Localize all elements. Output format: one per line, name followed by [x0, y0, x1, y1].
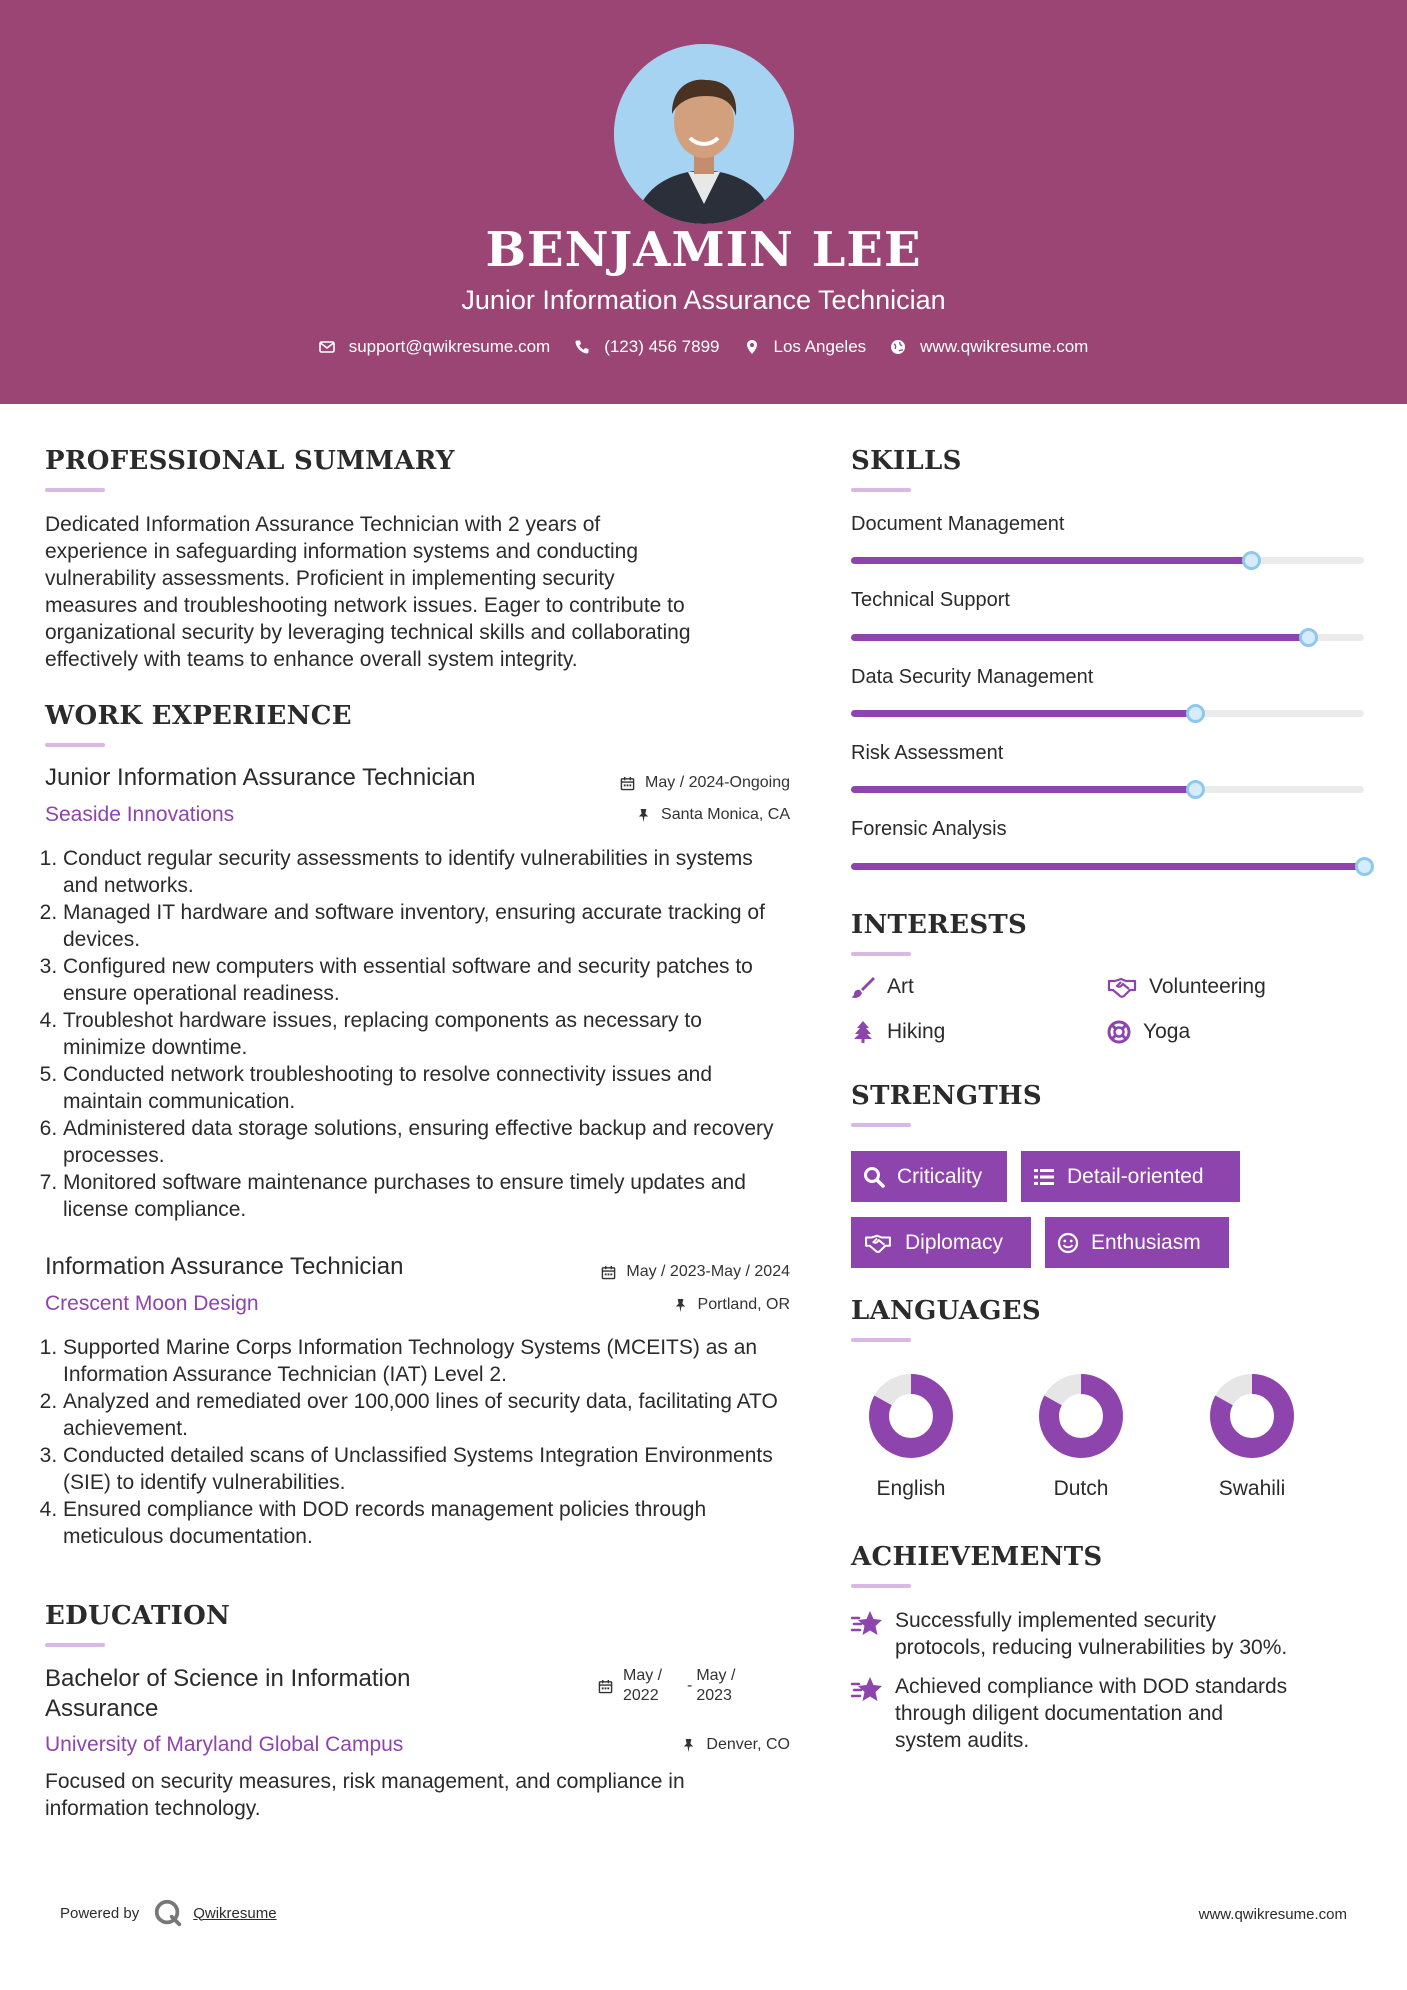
education-location — [540, 1736, 790, 1754]
languages-underline — [851, 1338, 911, 1342]
smile-icon — [1057, 1232, 1079, 1254]
summary-line: organizational security by leveraging technical skills and collaborating — [45, 621, 691, 644]
achievement-item — [851, 1673, 1287, 1754]
list-item: 1. Supported Marine Corps Information Technology Systems (MCEITS) as an Information Assurance Technician (IAT) Level 2. — [63, 1334, 785, 1388]
strengths-title: STRENGTHS — [851, 1081, 1042, 1111]
achievement-line: through diligent documentation and — [895, 1702, 1224, 1725]
contact-phone[interactable] — [574, 337, 719, 357]
star-trophy-icon — [851, 1609, 883, 1639]
skills-title: SKILLS — [851, 446, 962, 476]
job-dates-text: May / 2023-May / 2024 — [626, 1263, 790, 1280]
language-name: Swahili — [1218, 1477, 1286, 1500]
education-desc-line: information technology. — [45, 1797, 261, 1820]
summary-line: effectively with teams to enhance overall system integrity. — [45, 648, 578, 671]
degree-title — [45, 1664, 411, 1724]
location-text: Los Angeles — [773, 337, 867, 356]
education-title: EDUCATION — [45, 1601, 231, 1631]
edu-end-month: May / — [696, 1667, 736, 1684]
edu-start — [623, 1666, 683, 1706]
contact-email[interactable] — [319, 337, 551, 357]
experience-underline — [45, 743, 105, 747]
interest-label: Art — [887, 975, 914, 998]
list-item: 2. Analyzed and remediated over 100,000 lines of security data, facilitating ATO achievement. — [63, 1388, 785, 1442]
calendar-icon — [620, 776, 635, 791]
edu-start-year: 2022 — [623, 1687, 659, 1704]
education-desc-line: Focused on security measures, risk management, and compliance in — [45, 1770, 685, 1793]
star-trophy-icon — [851, 1675, 883, 1705]
list-item: 3. Conducted detailed scans of Unclassified Systems Integration Environments (SIE) to identify vulnerabilities. — [63, 1442, 785, 1496]
summary-title: PROFESSIONAL SUMMARY — [45, 446, 455, 476]
achievement-line: protocols, reducing vulnerabilities by 30%. — [895, 1636, 1288, 1659]
strength-label: Enthusiasm — [1091, 1230, 1201, 1254]
email-text: support@qwikresume.com — [348, 337, 551, 356]
skill-bar — [851, 557, 1364, 564]
strength-label: Diplomacy — [905, 1230, 1004, 1254]
footer-powered-by — [60, 1898, 277, 1928]
strengths-underline — [851, 1123, 911, 1127]
calendar-icon — [598, 1679, 613, 1694]
language-donut — [1037, 1372, 1125, 1460]
skill-name: Forensic Analysis — [851, 818, 1007, 840]
paint-brush-icon — [851, 975, 875, 999]
summary-line: vulnerability assessments. Proficient in implementing security — [45, 567, 615, 590]
interest-label: Volunteering — [1149, 975, 1266, 998]
skill-bar-knob — [1242, 551, 1261, 570]
skill-bar-knob — [1299, 628, 1318, 647]
strength-label: Detail-oriented — [1067, 1164, 1204, 1188]
interest-label: Hiking — [887, 1020, 946, 1043]
summary-underline — [45, 488, 105, 492]
edu-start-month: May / — [623, 1667, 663, 1684]
achievement-line: system audits. — [895, 1729, 1030, 1752]
list-item: 4. Ensured compliance with DOD records management policies through meticulous documentation. — [63, 1496, 785, 1550]
date-separator: - — [687, 1677, 693, 1694]
skill-name: Technical Support — [851, 589, 1010, 611]
skills-underline — [851, 488, 911, 492]
interests-underline — [851, 952, 911, 956]
achievements-title: ACHIEVEMENTS — [851, 1542, 1103, 1572]
skill-bar — [851, 863, 1364, 870]
powered-by-text: Powered by — [60, 1904, 140, 1922]
interest-item — [851, 1020, 945, 1044]
skill-bar — [851, 710, 1364, 717]
skill-bar-knob — [1355, 857, 1374, 876]
contact-website[interactable] — [890, 337, 1088, 357]
job-location — [540, 1296, 790, 1314]
edu-end — [696, 1666, 756, 1706]
achievements-underline — [851, 1584, 911, 1588]
skill-name: Document Management — [851, 513, 1065, 535]
interest-item — [1107, 975, 1266, 999]
summary-text — [45, 511, 805, 673]
job-location-text: Santa Monica, CA — [661, 806, 790, 823]
interest-item — [851, 975, 914, 999]
language-donut — [867, 1372, 955, 1460]
achievement-text — [895, 1673, 1287, 1754]
strength-chip — [851, 1217, 1031, 1268]
language-item — [851, 1372, 971, 1501]
handshake-icon — [863, 1232, 893, 1254]
pushpin-icon — [673, 1298, 688, 1313]
education-location-text: Denver, CO — [706, 1736, 790, 1753]
strength-chip — [851, 1151, 1007, 1202]
footer-website[interactable]: www.qwikresume.com — [1198, 1906, 1347, 1923]
person-photo-icon — [614, 44, 794, 224]
list-item: 1. Conduct regular security assessments to identify vulnerabilities in systems and networks. — [63, 845, 785, 899]
achievement-item — [851, 1607, 1287, 1661]
language-donut — [1208, 1372, 1296, 1460]
degree-line: Bachelor of Science in Information — [45, 1665, 411, 1692]
skill-bar-fill — [851, 786, 1195, 793]
achievement-line: Achieved compliance with DOD standards — [895, 1675, 1288, 1698]
brand-link[interactable]: Qwikresume — [193, 1904, 277, 1922]
skill-name: Data Security Management — [851, 666, 1094, 688]
achievement-text — [895, 1607, 1287, 1661]
achievement-line: Successfully implemented security — [895, 1609, 1216, 1632]
tree-icon — [851, 1020, 875, 1044]
interest-item — [1107, 1020, 1190, 1044]
list-item: 3. Configured new computers with essential software and security patches to ensure operational readiness. — [63, 953, 785, 1007]
list-icon — [1033, 1166, 1055, 1188]
summary-line: Dedicated Information Assurance Technician with 2 years of — [45, 513, 601, 536]
language-name: Dutch — [1053, 1477, 1109, 1500]
profile-photo — [614, 44, 794, 224]
languages-title: LANGUAGES — [851, 1296, 1041, 1326]
list-item: 7. Monitored software maintenance purchases to ensure timely updates and license compliance. — [63, 1169, 785, 1223]
skill-name: Risk Assessment — [851, 742, 1004, 764]
skill-bar-fill — [851, 557, 1251, 564]
resume-header — [0, 0, 1407, 404]
job-title: Junior Information Assurance Technician — [45, 764, 476, 791]
candidate-name: BENJAMIN LEE — [485, 222, 922, 278]
education-description — [45, 1768, 805, 1822]
skill-bar-fill — [851, 710, 1195, 717]
calendar-icon — [601, 1265, 616, 1280]
summary-line: experience in safeguarding information systems and conducting — [45, 540, 639, 563]
job-title: Information Assurance Technician — [45, 1253, 404, 1280]
skill-bar — [851, 634, 1364, 641]
summary-line: measures and troubleshooting network issues. Eager to contribute to — [45, 594, 685, 617]
envelope-icon — [319, 339, 335, 355]
skill-bar-fill — [851, 634, 1308, 641]
globe-icon — [890, 339, 906, 355]
handshake-icon — [1107, 975, 1137, 999]
lifebuoy-icon — [1107, 1020, 1131, 1044]
experience-title: WORK EXPERIENCE — [45, 701, 352, 731]
education-dates — [598, 1666, 756, 1706]
education-underline — [45, 1643, 105, 1647]
skill-bar — [851, 786, 1364, 793]
strength-chip — [1045, 1217, 1229, 1268]
job-dates — [540, 1263, 790, 1281]
company-name: Crescent Moon Design — [45, 1292, 259, 1315]
job-bullets — [45, 1334, 785, 1550]
qwikresume-logo-icon — [153, 1898, 183, 1928]
skill-bar-knob — [1186, 704, 1205, 723]
language-item — [1192, 1372, 1312, 1501]
job-bullets — [45, 845, 785, 1223]
map-pin-icon — [744, 339, 760, 355]
job-location-text: Portland, OR — [697, 1296, 790, 1313]
language-name: English — [876, 1477, 946, 1500]
phone-text: (123) 456 7899 — [604, 337, 720, 356]
candidate-role: Junior Information Assurance Technician — [461, 285, 946, 315]
search-icon — [863, 1166, 885, 1188]
list-item: 2. Managed IT hardware and software inventory, ensuring accurate tracking of devices. — [63, 899, 785, 953]
job-location — [540, 806, 790, 824]
school-name: University of Maryland Global Campus — [45, 1733, 404, 1756]
strength-chip — [1021, 1151, 1240, 1202]
list-item: 4. Troubleshot hardware issues, replacing components as necessary to minimize downtime. — [63, 1007, 785, 1061]
interests-title: INTERESTS — [851, 910, 1028, 940]
job-dates-text: May / 2024-Ongoing — [645, 774, 790, 791]
contact-bar — [0, 337, 1407, 357]
skill-bar-knob — [1186, 780, 1205, 799]
skill-bar-fill — [851, 863, 1364, 870]
phone-icon — [574, 339, 590, 355]
interest-label: Yoga — [1143, 1020, 1191, 1043]
edu-end-year: 2023 — [696, 1687, 732, 1704]
pushpin-icon — [636, 808, 651, 823]
job-dates — [540, 774, 790, 792]
pushpin-icon — [681, 1738, 696, 1753]
website-text: www.qwikresume.com — [920, 337, 1089, 356]
degree-line: Assurance — [45, 1695, 159, 1722]
language-item — [1021, 1372, 1141, 1501]
strength-label: Criticality — [897, 1164, 983, 1188]
list-item: 5. Conducted network troubleshooting to resolve connectivity issues and maintain communication. — [63, 1061, 785, 1115]
list-item: 6. Administered data storage solutions, ensuring effective backup and recovery processes. — [63, 1115, 785, 1169]
company-name: Seaside Innovations — [45, 803, 235, 826]
contact-location — [744, 337, 867, 357]
